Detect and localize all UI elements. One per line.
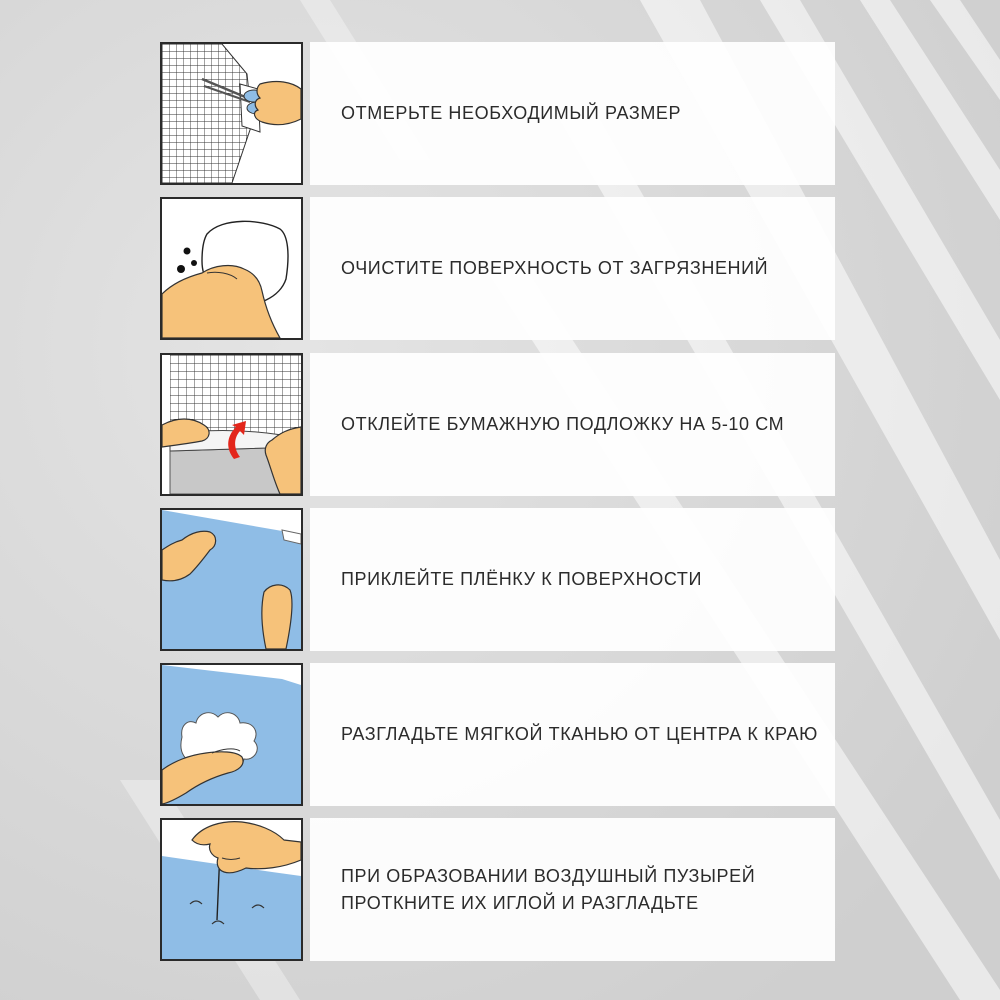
- instruction-card: [310, 353, 835, 496]
- instruction-card: [310, 818, 835, 961]
- instruction-text: РАЗГЛАДЬТЕ МЯГКОЙ ТКАНЬЮ ОТ ЦЕНТРА К КРАЮ: [341, 724, 818, 744]
- instruction-step-6: [160, 818, 835, 961]
- instruction-text: ПРОТКНИТЕ ИХ ИГЛОЙ И РАЗГЛАДЬТЕ: [341, 892, 699, 913]
- instruction-step-1: [160, 42, 835, 185]
- scissors-cutting-grid-film-icon: [160, 42, 303, 185]
- instruction-text: ПРИКЛЕЙТЕ ПЛЁНКУ К ПОВЕРХНОСТИ: [341, 569, 702, 589]
- instruction-text: ОТКЛЕЙТЕ БУМАЖНУЮ ПОДЛОЖКУ НА 5-10 СМ: [341, 414, 785, 434]
- instruction-text: ПРИ ОБРАЗОВАНИИ ВОЗДУШНЫЙ ПУЗЫРЕЙ: [341, 865, 756, 886]
- hands-applying-film-icon: [160, 508, 303, 651]
- instruction-text: ОТМЕРЬТЕ НЕОБХОДИМЫЙ РАЗМЕР: [341, 103, 682, 123]
- instruction-card: [310, 42, 835, 185]
- instruction-step-2: [160, 197, 835, 340]
- instruction-step-4: [160, 508, 835, 651]
- peeling-backing-paper-icon: [160, 353, 303, 496]
- instruction-card: [310, 663, 835, 806]
- hand-cleaning-surface-icon: [160, 197, 303, 340]
- hand-smoothing-with-cloth-icon: [160, 663, 303, 806]
- instruction-step-5: [160, 663, 835, 806]
- needle-piercing-bubble-icon: [160, 818, 303, 961]
- instruction-card: [310, 197, 835, 340]
- instruction-step-3: [160, 353, 835, 496]
- instruction-text: ОЧИСТИТЕ ПОВЕРХНОСТЬ ОТ ЗАГРЯЗНЕНИЙ: [341, 258, 769, 278]
- instruction-card: [310, 508, 835, 651]
